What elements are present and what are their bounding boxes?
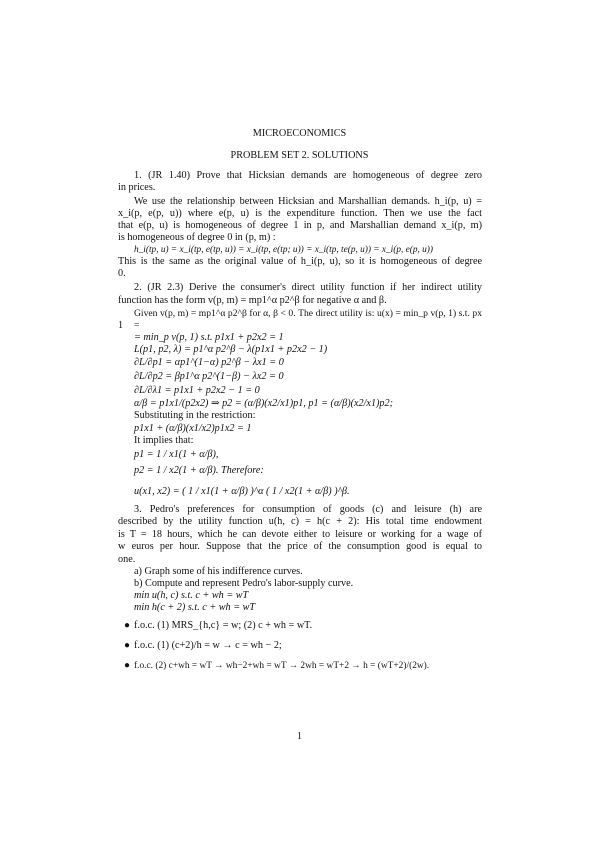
problem-2-equation: ∂L/∂λ1 = p1x1 + p2x2 − 1 = 0 [134, 385, 260, 396]
problem-2-equation: ∂L/∂p2 = βp1^α p2^(1−β) − λx2 = 0 [134, 371, 284, 382]
problem-2-equation: α/β = p1x1/(p2x2) ⇒ p2 = (α/β)(x2/x1)p1, p1 = (α/β)(x2/x1)p2; [134, 398, 394, 409]
problem-2-statement-cont: function has the form v(p, m) = mp1^α p2^β for negative α and β. [118, 295, 387, 306]
problem-2-equation: = min_p v(p, 1) s.t. p1x1 + p2x2 = 1 [134, 332, 284, 343]
problem-2-equation: ∂L/∂p1 = αp1^(1−α) p2^β − λx1 = 0 [134, 357, 284, 368]
problem-3-statement: described by the utility function u(h, c) = h(c + 2): His total time endowment [118, 516, 482, 527]
problem-3-equation: min u(h, c) s.t. c + wh = wT [134, 590, 249, 601]
problem-1-statement: 1. (JR 1.40) Prove that Hicksian demands are homogeneous of degree zero [134, 170, 482, 181]
problem-1-statement-cont: in prices. [118, 182, 156, 193]
problem-1-text: is homogeneous of degree 0 in (p, m) : [118, 232, 276, 243]
bullet-icon: ● [124, 620, 131, 631]
problem-3-part-a: a) Graph some of his indifference curves. [134, 566, 303, 577]
problem-2-statement: 2. (JR 2.3) Derive the consumer's direct utility function if her indirect utility [134, 282, 482, 293]
problem-3-foc-3: f.o.c. (2) c+wh = wT → wh−2+wh = wT → 2wh = wT+2 → h = (wT+2)/(2w). [134, 661, 430, 671]
problem-1-text: We use the relationship between Hicksian and Marshallian demands. h_i(p, u) = [134, 196, 482, 207]
page-title: MICROECONOMICS [252, 128, 347, 139]
problem-1-conclusion: This is the same as the original value of h_i(p, u), so it is homogeneous of degree [118, 256, 482, 267]
bullet-icon: ● [124, 660, 131, 671]
problem-2-equation: p1 = 1 / x1(1 + α/β), [134, 449, 219, 460]
page-number: 1 [297, 731, 302, 742]
problem-3-statement: one. [118, 554, 136, 565]
problem-3-statement: is T = 18 hours, which he can devote either to leisure or working for a wage of [118, 529, 482, 540]
problem-2-text-cont: 1 [118, 320, 124, 331]
bullet-icon: ● [124, 640, 131, 651]
problem-3-statement: w euros per hour. Suppose that the price of the consumption good is equal to [118, 541, 482, 552]
problem-1-equation: h_i(tp, u) = x_i(tp, e(tp, u)) = x_i(tp, e(tp; u)) = x_i(tp, te(p, u)) = x_i(p, e(p, u)) [134, 245, 433, 255]
problem-2-equation: p2 = 1 / x2(1 + α/β). Therefore: [134, 465, 264, 476]
problem-3-foc-2: f.o.c. (1) (c+2)/h = w → c = wh − 2; [134, 640, 282, 651]
problem-2-equation: p1x1 + (α/β)(x1/x2)p1x2 = 1 [134, 423, 252, 434]
problem-2-equation: L(p1, p2, λ) = p1^α p2^β − λ(p1x1 + p2x2 − 1) [134, 344, 328, 355]
page-subtitle: PROBLEM SET 2. SOLUTIONS [230, 150, 369, 161]
problem-3-foc-1: f.o.c. (1) MRS_{h,c} = w; (2) c + wh = wT. [134, 620, 313, 631]
problem-2-text: It implies that: [134, 435, 194, 446]
problem-3-statement: 3. Pedro's preferences for consumption of goods (c) and leisure (h) are [134, 504, 482, 515]
problem-2-utility: u(x1, x2) = ( 1 / x1(1 + α/β) )^α ( 1 / x2(1 + α/β) )^β. [134, 486, 350, 497]
problem-3-equation: min h(c + 2) s.t. c + wh = wT [134, 602, 256, 613]
problem-2-text: Substituting in the restriction: [134, 410, 256, 421]
problem-2-text: Given v(p, m) = mp1^α p2^β for α, β < 0. The direct utility is: u(x) = min_p v(p, 1) s.t. px = [134, 308, 482, 331]
problem-1-text: x_i(p, e(p, u)) where e(p, u) is the expenditure function. Then we use the fact [118, 208, 482, 219]
problem-3-part-b: b) Compute and represent Pedro's labor-supply curve. [134, 578, 354, 589]
problem-1-conclusion-cont: 0. [118, 268, 126, 279]
problem-1-text: that e(p, u) is homogeneous of degree 1 in p, and Marshallian demand x_i(p, m) [118, 220, 482, 231]
